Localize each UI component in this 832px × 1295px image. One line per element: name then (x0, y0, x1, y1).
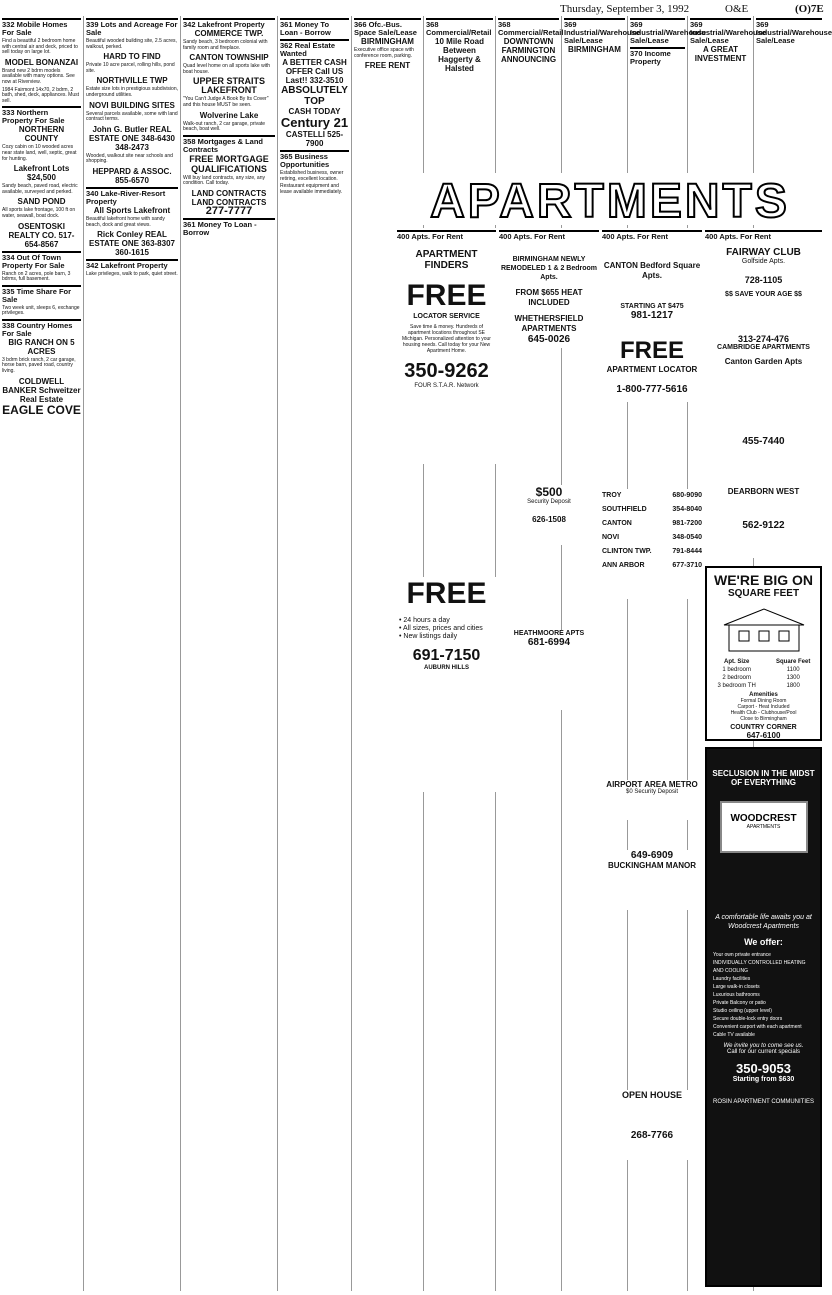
ad-price: Starting from $630 (732, 1076, 795, 1083)
deposit-ad (499, 485, 599, 545)
locator-phone-ad (602, 384, 702, 402)
column-2 (84, 16, 181, 1291)
city-row: CLINTON TWP. 791-8444 (602, 548, 702, 555)
ad-price: $500 (535, 485, 563, 499)
ad-title: BUCKINGHAM MANOR (608, 861, 696, 870)
col-header: Apt. Size (724, 659, 750, 665)
ad-headline: SQUARE FEET (727, 588, 800, 599)
section-heading: 335 Time Share For Sale (2, 285, 81, 304)
ad-title: Canton Garden Apts (724, 357, 803, 366)
ad-phone: 562-9122 (742, 520, 785, 531)
section-heading: 400 Apts. For Rent (602, 230, 702, 241)
ad-sub: Golfside Apts. (741, 258, 786, 265)
ad-headline: BIG RANCH ON 5 ACRES (8, 337, 75, 356)
ad-phone: 350-9053 (736, 1061, 791, 1076)
ad-title: CAMBRIDGE APARTMENTS (717, 344, 810, 351)
listing-text: Sandy beach, 3 bedroom colonial with family room and fireplace. (183, 39, 268, 51)
listing-text: Estate size lots in prestigious subdivision, underground utilities. (86, 86, 178, 98)
ad-headline: Wolverine Lake (199, 110, 259, 120)
ad-phone: 647-6100 (746, 731, 781, 740)
ad-invite: We invite you to come see us. (723, 1043, 804, 1049)
city-row: SOUTHFIELD 354-8040 (602, 506, 702, 513)
heathmoore-ad (499, 630, 599, 710)
listing-text: Established business, owner retiring, excellent location. (280, 170, 344, 182)
woodcrest-ad (705, 747, 822, 1287)
ad-name: COUNTRY CORNER (730, 724, 797, 731)
section-heading: 365 Business Opportunities (280, 150, 349, 169)
ad-headline: John G. Butler REAL ESTATE ONE 348-6430 348-2473 (89, 124, 175, 152)
ad-headline: BIRMINGHAM (361, 37, 414, 46)
ad-phone: 277-7777 (205, 204, 253, 217)
ad-phone: 1-800-777-5616 (616, 384, 688, 395)
listing-text: Executive office space with conference room, parking. (354, 47, 414, 59)
section-heading: 369 Industrial/Warehouse Sale/Lease (756, 20, 832, 45)
ad-phone: 681-6994 (527, 637, 571, 648)
listing-text: Several parcels available, some with land contract terms. (86, 110, 178, 123)
ad-title: DEARBORN WEST (727, 487, 800, 496)
ad-line: Call for our current specials (726, 1049, 801, 1055)
ad-headline: ABSOLUTELY TOP (281, 85, 348, 107)
section-heading: 338 Country Homes For Sale (2, 319, 81, 338)
section-heading: 358 Mortgages & Land Contracts (183, 135, 275, 154)
listing-text: Beautiful wooded building site, 2.5 acres, walkout, perked. (86, 38, 177, 50)
ad-headline: EAGLE COVE (2, 402, 81, 417)
ad-headline: A BETTER CASH OFFER Call US Last!! 332-3510 (282, 58, 347, 85)
open-house-ad (602, 1090, 702, 1160)
ad-headline: Lakefront Lots $24,500 (13, 164, 70, 183)
section-heading: 332 Mobile Homes For Sale (2, 18, 81, 37)
listing-text: Private 10 acre parcel, rolling hills, pond site. (86, 62, 175, 74)
section-heading: 368 Commercial/Retail (426, 20, 492, 37)
page-number: (O)7E (795, 3, 824, 15)
listing-text: Find a beautiful 2 bedroom home with central air and deck, priced to sell today on large lot. (2, 38, 78, 56)
ad-headline: CANTON TOWNSHIP (189, 53, 269, 63)
city-row: CANTON 981-7200 (602, 520, 702, 527)
buckingham-ad (602, 850, 702, 910)
paper-name: O&E (725, 3, 749, 15)
ad-tagline: A comfortable life awaits you at Woodcrest Apartments (715, 914, 812, 930)
ad-title: APARTMENT (415, 249, 478, 260)
ad-free: FREE (619, 337, 684, 364)
ad-phone: 728-1105 (744, 275, 783, 285)
birmingham-ad (499, 228, 599, 348)
ad-title: BIRMINGHAM NEWLY REMODELED 1 & 2 Bedroom Apts. (500, 256, 598, 281)
building-illustration (719, 603, 809, 653)
listing-text: Lake privileges, walk to park, quiet street. (86, 271, 178, 278)
amenity: Formal Dining Room (740, 698, 787, 704)
ad-phone: 313-274-476 (737, 334, 790, 344)
banner-title: APARTMENTS (430, 175, 790, 228)
amenity: Health Club - Clubhouse/Pool (730, 710, 797, 716)
section-heading: 362 Real Estate Wanted (280, 39, 349, 58)
ad-headline: COLDWELL BANKER Schweitzer Real Estate (2, 376, 81, 404)
apt-size-table: Apt. Size Square Feet 1 bedroom 1100 2 bedroom 1300 3 bedroom TH 1800 (707, 658, 820, 690)
features-list: Your own private entrance INDIVIDUALLY CONTROLLED HEATING AND COOLING Laundry facilities Large walk-in closets Luxurious bathrooms Private Balcony or patio Studio ceiling (upper level) Secure double-lock entry doors Convenient carport with each apartment Cable TV available (713, 952, 806, 1038)
ad-headline: LAND CONTRACTS LAND CONTRACTS (191, 188, 267, 207)
listing-text: 1984 Fairmont 14x70, 2 bdrm, 2 bath, shed, deck, appliances. Must sell. (2, 86, 79, 104)
apartments-banner (398, 173, 822, 228)
ad-headline: HARD TO FIND (103, 52, 161, 62)
ad-title: $$ SAVE YOUR AGE $$ (725, 291, 802, 298)
ad-title: APARTMENT LOCATOR (606, 365, 698, 374)
section-heading: 369 Industrial/Warehouse Sale/Lease (690, 20, 766, 45)
amenities-heading: Amenities (749, 692, 778, 698)
section-heading: 334 Out Of Town Property For Sale (2, 251, 81, 270)
section-heading: 366 Ofc.-Bus. Space Sale/Lease (354, 18, 421, 37)
ad-network: FOUR S.T.A.R. Network (414, 383, 479, 389)
city-phone-list (602, 489, 702, 599)
section-heading: 400 Apts. For Rent (705, 230, 822, 241)
ad-phone: 691-7150 (412, 647, 481, 664)
section-heading: 370 Income Property (630, 47, 685, 66)
ad-phone: 981-1217 (630, 310, 674, 321)
section-heading: 400 Apts. For Rent (499, 230, 599, 241)
ad-title: WHETHERSFIELD APARTMENTS (514, 314, 584, 333)
listing-text: Wooded, walkout site near schools and shopping. (86, 152, 173, 165)
ad-phone: 350-9262 (404, 360, 489, 382)
woodcrest-logo (720, 801, 808, 853)
ad-headline: BIRMINGHAM (568, 45, 621, 54)
ad-headline: CASTELLI 525-7900 (285, 130, 344, 148)
ad-text: Save time & money. Hundreds of apartment locations throughout SE Michigan. Personalized attention to your housing needs. Call today for your New Apartment Home. (402, 324, 491, 354)
section-heading: 333 Northern Property For Sale (2, 106, 81, 125)
ad-headline: ANNOUNCING (500, 55, 557, 64)
listing-text: Cozy cabin on 10 wooded acres near state land, well, septic, great for hunting. (2, 144, 77, 162)
listing-text: Sandy beach, paved road, electric available, surveyed and perked. (2, 183, 78, 195)
listing-text: Brand new 2 bdrm models available with many options. See now at Riverview. (2, 67, 75, 85)
listing-text: "You Can't Judge A Book By Its Cover" and this house MUST be seen. (183, 96, 269, 108)
ad-price: FROM $655 HEAT INCLUDED (515, 288, 583, 307)
ad-headline: NORTHVILLE TWP (96, 76, 168, 86)
date: Thursday, September 3, 1992 (560, 3, 690, 15)
listing-text: Two week unit, sleeps 6, exchange privileges. (2, 304, 80, 317)
canton-ad (602, 228, 702, 388)
ad-label: Security Deposit (527, 499, 571, 505)
section-heading: 361 Money To Loan - Borrow (280, 18, 349, 37)
listing-text: All sports lake frontage, 100 ft on water, seawall, boat dock. (2, 207, 76, 219)
ad-phone: 455-7440 (742, 436, 785, 447)
section-heading: 339 Lots and Acreage For Sale (86, 20, 178, 37)
section-heading: 369 Industrial/Warehouse Sale/Lease (564, 20, 640, 45)
city-row: NOVI 348-0540 (602, 534, 702, 541)
ad-phone: 645-0026 (527, 334, 571, 345)
ad-headline: A GREAT INVESTMENT (694, 45, 747, 63)
section-heading: 400 Apts. For Rent (397, 230, 496, 241)
ad-headline: Century 21 (280, 115, 349, 130)
section-heading: 340 Lake-River-Resort Property (86, 187, 178, 206)
ad-phone: 649-6909 (630, 850, 674, 861)
ad-title: FAIRWAY CLUB (726, 247, 801, 258)
airport-ad (602, 780, 702, 820)
ad-free: FREE (406, 577, 487, 610)
ad-service: LOCATOR SERVICE (413, 313, 480, 320)
ad-headline: HEPPARD & ASSOC. 855-6570 (92, 166, 172, 185)
ad-title: AUBURN HILLS (424, 665, 469, 671)
ad-title: CANTON Bedford Square Apts. (603, 261, 701, 280)
section-heading: 342 Lakefront Property (183, 18, 275, 29)
ad-headline: All Sports Lakefront (93, 205, 171, 215)
ad-phone: 268-7766 (630, 1130, 674, 1141)
city-row: TROY 680-9090 (602, 492, 702, 499)
ad-headline: NOVI BUILDING SITES (89, 100, 175, 110)
listing-text: Beautiful lakefront home with sandy beach, dock and great views. (86, 215, 165, 228)
ad-phone: 626-1508 (532, 515, 566, 524)
masthead (0, 0, 824, 16)
ad-headline: FREE MORTGAGE QUALIFICATIONS (189, 153, 269, 174)
logo-subtext: APARTMENTS (746, 824, 781, 830)
logo-text: WOODCREST (730, 813, 797, 824)
arc-footer: ROSIN APARTMENT COMMUNITIES (712, 1099, 814, 1105)
ad-title: OPEN HOUSE (621, 1090, 682, 1100)
ad-headline: OSENTOSKI REALTY CO. 517-654-8567 (8, 221, 75, 249)
listing-text: Restaurant equipment and lease available immediately. (280, 183, 343, 195)
ad-headline: WE'RE BIG ON (714, 572, 813, 588)
amenity: Carport - Heat Included (737, 704, 790, 710)
ad-headline: UPPER STRAITS LAKEFRONT (192, 76, 265, 96)
section-heading: 342 Lakefront Property (86, 259, 178, 270)
ad-headline: Rick Conley REAL ESTATE ONE 363-8307 360-1615 (89, 230, 175, 258)
ad-headline: CASH TODAY (288, 107, 341, 116)
column-3 (181, 16, 278, 1291)
ad-title: AIRPORT AREA METRO (606, 780, 698, 789)
right-apt-ads (705, 228, 822, 558)
ad-free: FREE (406, 279, 487, 312)
ad-headline: MODEL BONANZAI (4, 57, 79, 67)
ad-headline: FREE RENT (364, 61, 411, 71)
ad-headline: NORTHERN COUNTY (18, 125, 65, 144)
country-corner-ad (705, 566, 822, 741)
amenity: Close to Birmingham (740, 716, 787, 722)
listing-text: 3 bdrm brick ranch, 2 car garage, horse barn, paved road, country living. (2, 356, 76, 375)
locator-ad (397, 228, 496, 464)
ad-headline: SAND POND (17, 197, 66, 207)
col-header: Square Feet (776, 659, 811, 665)
ad-headline: 10 Mile Road Between Haggerty & Halsted (435, 37, 484, 73)
section-heading: 369 Industrial/Warehouse Sale/Lease (630, 20, 706, 45)
city-row: ANN ARBOR 677-3710 (602, 562, 702, 569)
ad-title: HEATHMOORE APTS (513, 630, 585, 637)
section-heading: 368 Commercial/Retail (498, 20, 564, 37)
column-1 (0, 16, 84, 1291)
ad-headline: COMMERCE TWP. (194, 29, 264, 38)
ad-headline: DOWNTOWN FARMINGTON (501, 37, 556, 55)
section-heading: 361 Money To Loan - Borrow (183, 218, 275, 237)
arc-headline: SECLUSION IN THE MIDST OF EVERYTHING (712, 769, 815, 787)
listing-text: Will buy land contracts, any size, any condition. Call today. (183, 174, 265, 187)
hotline-ad (397, 577, 496, 792)
listing-text: Ranch on 2 acres, pole barn, 3 bdrms, full basement. (2, 270, 71, 283)
ad-title: FINDERS (424, 260, 469, 271)
listing-text: Quad level home on all sports lake with boat house. (183, 63, 270, 75)
ad-text: • 24 hours a day • All sizes, prices and cities • New listings daily (399, 617, 483, 640)
ad-price: STARTING AT $475 (620, 303, 684, 310)
ad-text: $0 Security Deposit (625, 789, 679, 795)
column-4 (278, 16, 352, 1291)
listing-text: Walk-out ranch, 2 car garage, private beach, boat well. (183, 120, 266, 133)
ad-offer: We offer: (744, 937, 783, 947)
